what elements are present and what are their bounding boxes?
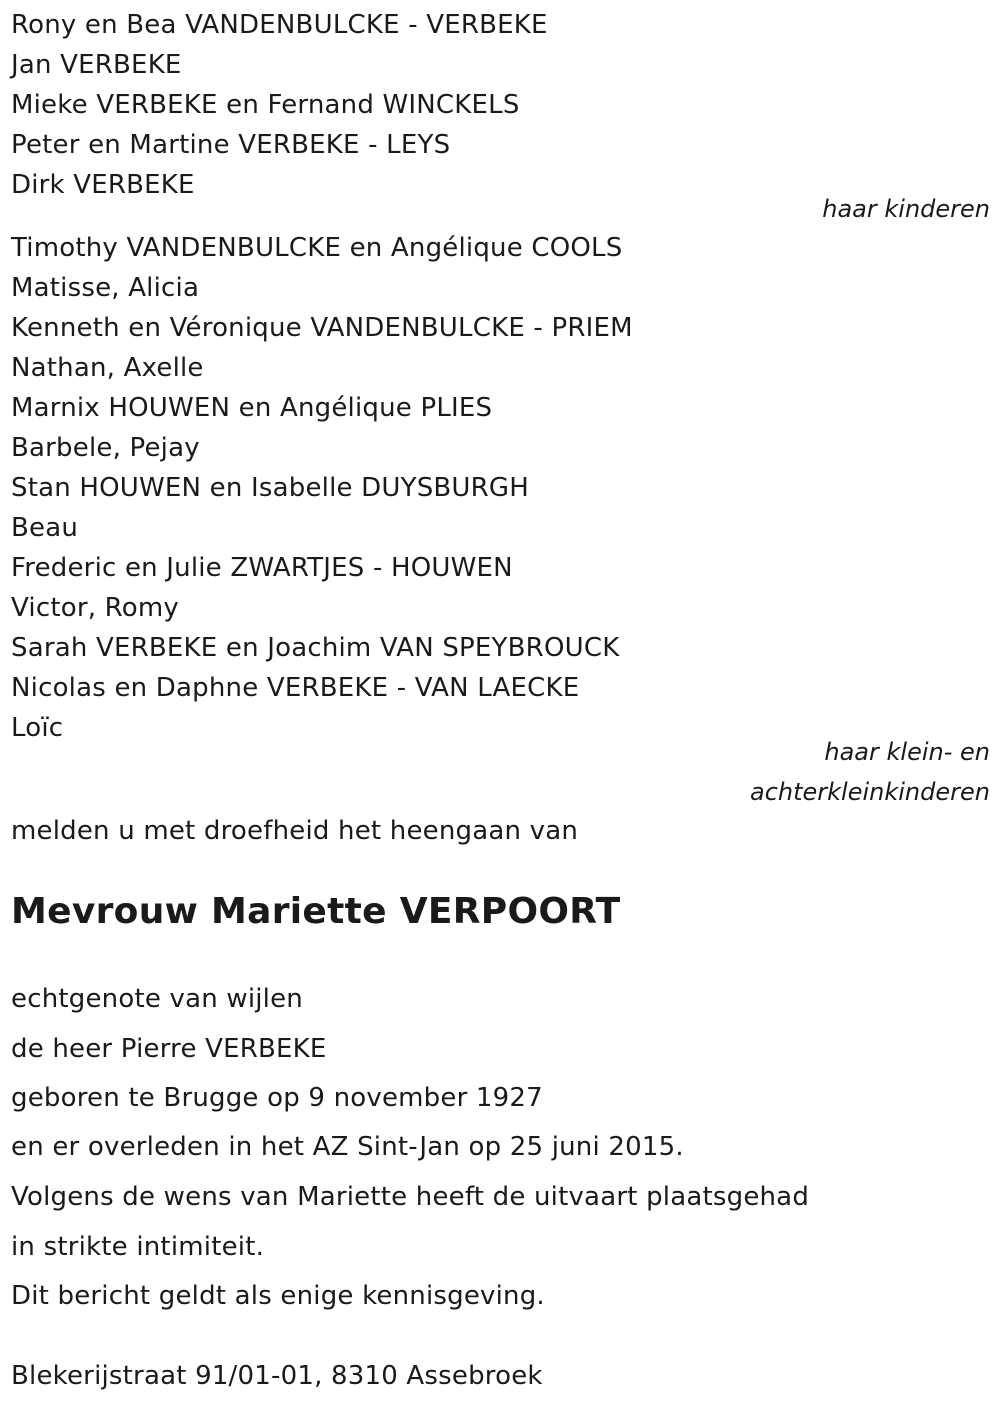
announcement-text: melden u met droefheid het heengaan van (11, 816, 579, 846)
grandchild-line: Kenneth en Véronique VANDENBULCKE - PRIEM (11, 313, 633, 343)
grandchild-line: Marnix HOUWEN en Angélique PLIES (11, 393, 493, 423)
detail-line: in strikte intimiteit. (11, 1232, 265, 1262)
detail-line: Dit bericht geldt als enige kennisgeving. (11, 1281, 545, 1311)
detail-line: echtgenote van wijlen (11, 984, 303, 1014)
grandchild-line: Stan HOUWEN en Isabelle DUYSBURGH (11, 473, 530, 503)
grandchild-line: Nathan, Axelle (11, 353, 204, 383)
detail-line: de heer Pierre VERBEKE (11, 1034, 327, 1064)
grandchild-line: Beau (11, 513, 79, 543)
children-caption: haar kinderen (822, 195, 990, 223)
grandchild-line: Victor, Romy (11, 593, 179, 623)
child-line: Peter en Martine VERBEKE - LEYS (11, 130, 451, 160)
detail-line: geboren te Brugge op 9 november 1927 (11, 1083, 543, 1113)
grandchild-line: Timothy VANDENBULCKE en Angélique COOLS (11, 233, 623, 263)
child-line: Mieke VERBEKE en Fernand WINCKELS (11, 90, 520, 120)
deceased-name: Mevrouw Mariette VERPOORT (11, 891, 621, 932)
grandchild-line: Sarah VERBEKE en Joachim VAN SPEYBROUCK (11, 633, 620, 663)
detail-line: en er overleden in het AZ Sint-Jan op 25 juni 2015. (11, 1132, 684, 1162)
grandchildren-caption-line-2: achterkleinkinderen (750, 778, 990, 806)
child-line: Dirk VERBEKE (11, 170, 195, 200)
child-line: Jan VERBEKE (11, 50, 182, 80)
grandchild-line: Barbele, Pejay (11, 433, 200, 463)
child-line: Rony en Bea VANDENBULCKE - VERBEKE (11, 10, 548, 40)
address: Blekerijstraat 91/01-01, 8310 Assebroek (11, 1361, 543, 1391)
grandchild-line: Nicolas en Daphne VERBEKE - VAN LAECKE (11, 673, 580, 703)
grandchild-line: Frederic en Julie ZWARTJES - HOUWEN (11, 553, 513, 583)
grandchild-line: Loïc (11, 713, 64, 743)
grandchild-line: Matisse, Alicia (11, 273, 200, 303)
grandchildren-caption-line-1: haar klein- en (824, 738, 990, 766)
detail-line: Volgens de wens van Mariette heeft de uitvaart plaatsgehad (11, 1182, 810, 1212)
